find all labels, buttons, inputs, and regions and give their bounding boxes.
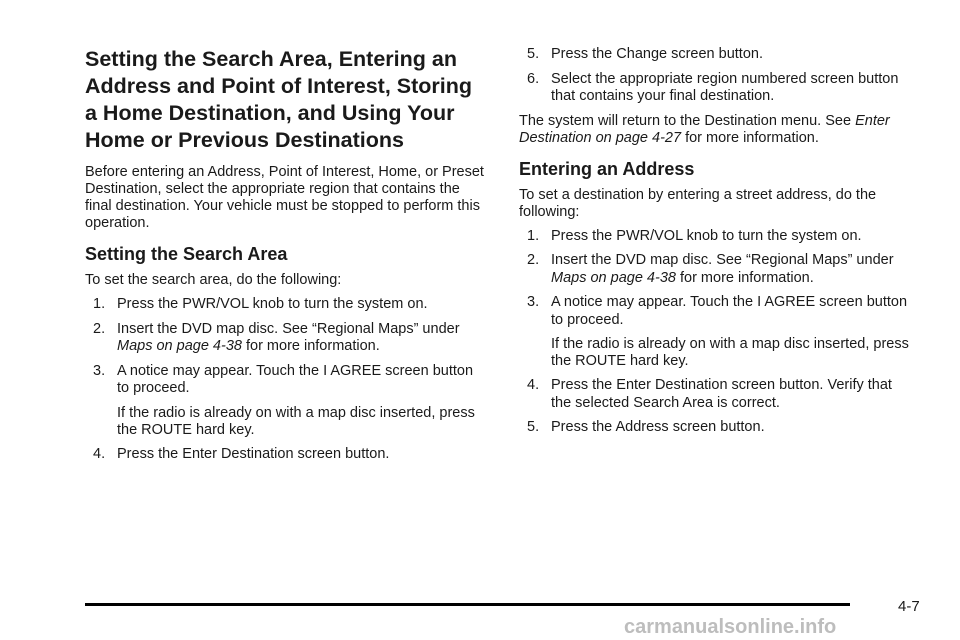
list-item: 1. Press the PWR/VOL knob to turn the system on. xyxy=(93,296,428,312)
search-area-steps-cont xyxy=(85,446,485,464)
list-item: 2. Insert the DVD map disc. See “Regional Maps” under Maps on page 4-38 for more information. xyxy=(93,320,460,354)
step-note: If the radio is already on with a map disc inserted, press the ROUTE hard key. xyxy=(117,404,475,438)
list-item: 2. Insert the DVD map disc. See “Regional Maps” under Maps on page 4-38 for more information. xyxy=(527,252,894,286)
footer-rule xyxy=(85,603,850,606)
search-area-steps xyxy=(85,296,485,398)
list-item: 5. Press the Change screen button. xyxy=(527,46,763,62)
list-item: 3. A notice may appear. Touch the I AGREE screen button to proceed. xyxy=(527,294,908,328)
address-steps xyxy=(519,228,911,330)
left-column xyxy=(85,46,485,470)
page-reference: Maps on page 4-38 xyxy=(117,338,242,354)
section-intro: To set a destination by entering a street address, do the following: xyxy=(519,186,877,220)
list-item: 1. Press the PWR/VOL knob to turn the system on. xyxy=(527,227,862,244)
search-area-steps-continued xyxy=(519,46,911,106)
list-item: 5. Press the Address screen button. xyxy=(527,419,765,435)
list-item: 4. Press the Enter Destination screen button. xyxy=(93,445,390,462)
list-item: 3. A notice may appear. Touch the I AGREE screen button to proceed. xyxy=(93,362,474,396)
intro-paragraph: Before entering an Address, Point of Interest, Home, or Preset Destination, select the appropriate region that contains the final destination. Your vehicle must be stopped to perform this operation. xyxy=(85,164,484,231)
list-item: 4. Press the Enter Destination screen button. Verify that the selected Search Area is correct. xyxy=(527,377,892,411)
step-note: If the radio is already on with a map disc inserted, press the ROUTE hard key. xyxy=(551,336,909,369)
page-reference: Enter Destination on page 4-27 xyxy=(519,112,890,146)
section-heading-search-area: Setting the Search Area xyxy=(85,244,288,264)
right-column xyxy=(519,46,911,444)
watermark: carmanualsonline.info xyxy=(624,616,837,638)
list-item: 6. Select the appropriate region numbered screen button that contains your final destination. xyxy=(527,70,899,104)
section-intro: To set the search area, do the following: xyxy=(85,272,342,288)
page-number: 4-7 xyxy=(898,598,920,615)
address-steps-cont xyxy=(519,377,911,437)
return-paragraph: The system will return to the Destination menu. See Enter Destination on page 4-27 for more information. xyxy=(519,112,890,146)
section-heading-address: Entering an Address xyxy=(519,158,695,179)
page-reference: Maps on page 4-38 xyxy=(551,269,676,286)
page-title: Setting the Search Area, Entering an Address and Point of Interest, Storing a Home Destination, and Using Your Home or Previous Destinations xyxy=(85,47,473,152)
